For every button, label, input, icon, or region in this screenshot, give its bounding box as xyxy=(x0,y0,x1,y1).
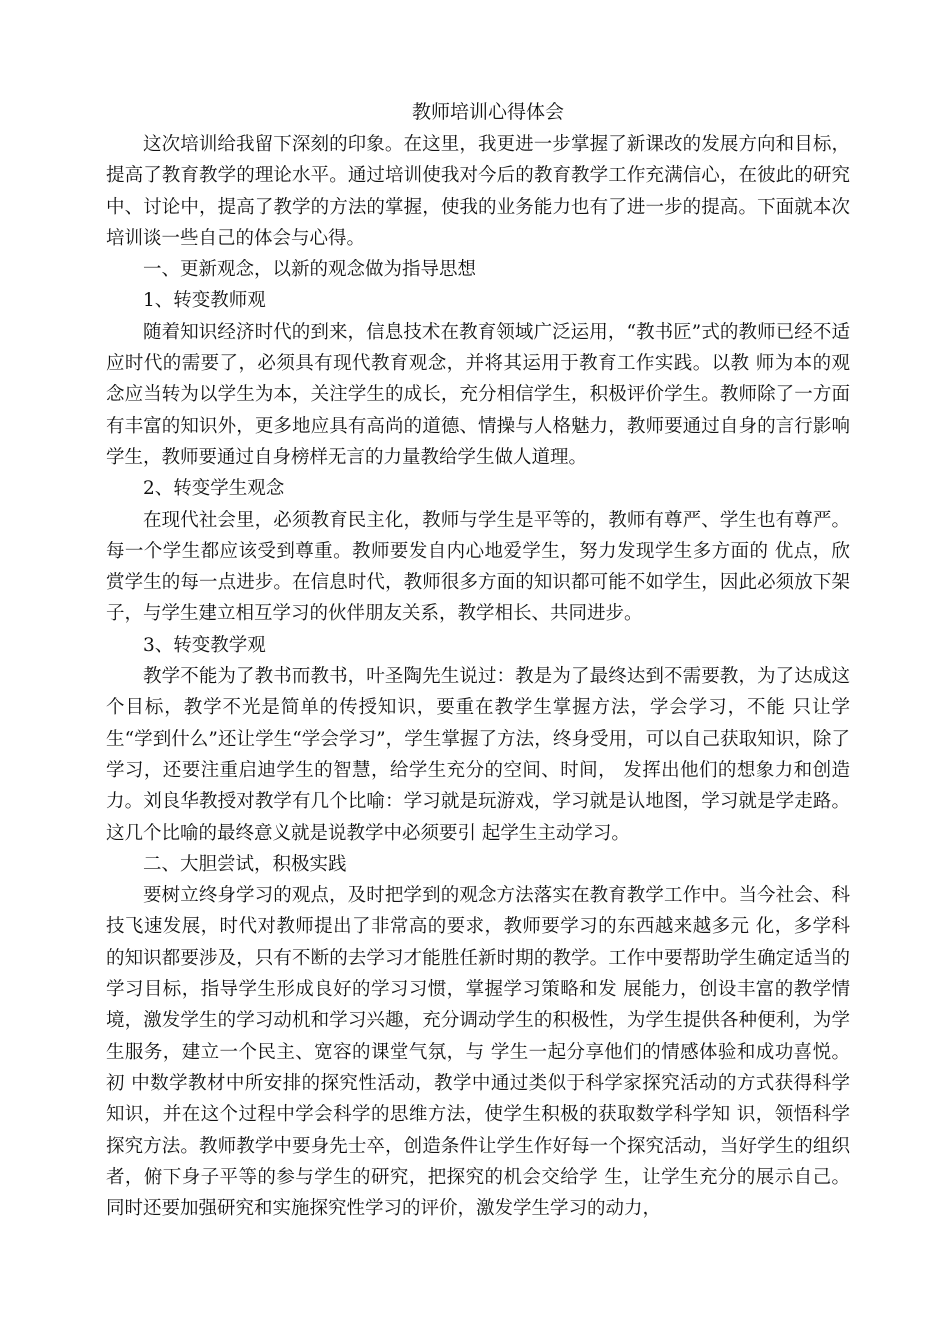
section-1-heading: 一、更新观念，以新的观念做为指导思想 xyxy=(143,259,477,281)
document-page xyxy=(106,96,850,1224)
section-2-paragraph: 要树立终身学习的观点，及时把学到的观念方法落实在教育教学工作中。当今社会、科技飞速发展，时代对教师提出了非常高的要求，教师要学习的东西越来越多元 化，多学科的知识都要涉及，只有不断的去学习才能胜任新时期的教学。工作中要帮助学生确定适当的学习目标，指导学生形成良好的学习习惯，掌握学习策略和发 展能力，创设丰富的教学情境，激发学生的学习动机和学习兴趣，充分调动学生的积极性，为学生提供各种便利，为学生服务，建立一个民主、宽容的课堂气氛，与 学生一起分享他们的情感体验和成功喜悦。初 中数学教材中所安排的探究性活动，教学中通过类似于科学家探究活动的方式获得科学知识，并在这个过程中学会科学的思维方法，使学生积极的获取数学科学知 识，领悟科学探究方法。教师教学中要身先士卒，创造条件让学生作好每一个探究活动，当好学生的组织者，俯下身子平等的参与学生的研究，把探究的机会交给学 生，让学生充分的展示自己。同时还要加强研究和实施探究性学习的评价，激发学生学习的动力， xyxy=(106,885,850,1220)
section-2-heading: 二、大胆尝试，积极实践 xyxy=(143,853,347,875)
subsection-3-paragraph: 教学不能为了教书而教书，叶圣陶先生说过：教是为了最终达到不需要教，为了达成这个目标，教学不光是简单的传授知识，要重在教学生掌握方法，学会学习，不能 只让学生“学到什么”还让学生“学会学习”，学生掌握了方法，终身受用，可以自己获取知识，除了学习，还要注重启迪学生的智慧，给学生充分的空间、时间， 发挥出他们的想象力和创造力。刘良华教授对教学有几个比喻：学习就是玩游戏，学习就是认地图，学习就是学走路。这几个比喻的最终意义就是说教学中必须要引 起学生主动学习。 xyxy=(106,666,850,844)
subsection-1-paragraph: 随着知识经济时代的到来，信息技术在教育领域广泛运用，“教书匠”式的教师已经不适应时代的需要了，必须具有现代教育观念，并将其运用于教育工作实践。以教 师为本的观念应当转为以学生为本，关注学生的成长，充分相信学生，积极评价学生。教师除了一方面有丰富的知识外，更多地应具有高尚的道德、情操与人格魅力，教师要通过自身的言行影响学生，教师要通过自身榜样无言的力量教给学生做人道理。 xyxy=(106,321,850,468)
subsection-3-heading: 3、转变教学观 xyxy=(143,634,266,656)
subsection-2-heading: 2、转变学生观念 xyxy=(143,478,285,500)
intro-paragraph: 这次培训给我留下深刻的印象。在这里，我更进一步掌握了新课改的发展方向和目标，提高了教育教学的理论水平。通过培训使我对今后的教育教学工作充满信心，在彼此的研究中、讨论中，提高了教学的方法的掌握，使我的业务能力也有了进一步的提高。下面就本次培训谈一些自己的体会与心得。 xyxy=(106,134,850,249)
subsection-1-heading: 1、转变教师观 xyxy=(143,290,266,312)
document-title: 教师培训心得体会 xyxy=(411,101,564,123)
subsection-2-paragraph: 在现代社会里，必须教育民主化，教师与学生是平等的，教师有尊严、学生也有尊严。每一个学生都应该受到尊重。教师要发自内心地爱学生，努力发现学生多方面的 优点，欣赏学生的每一点进步。在信息时代，教师很多方面的知识都可能不如学生，因此必须放下架子，与学生建立相互学习的伙伴朋友关系，教学相长、共同进步。 xyxy=(106,509,850,625)
